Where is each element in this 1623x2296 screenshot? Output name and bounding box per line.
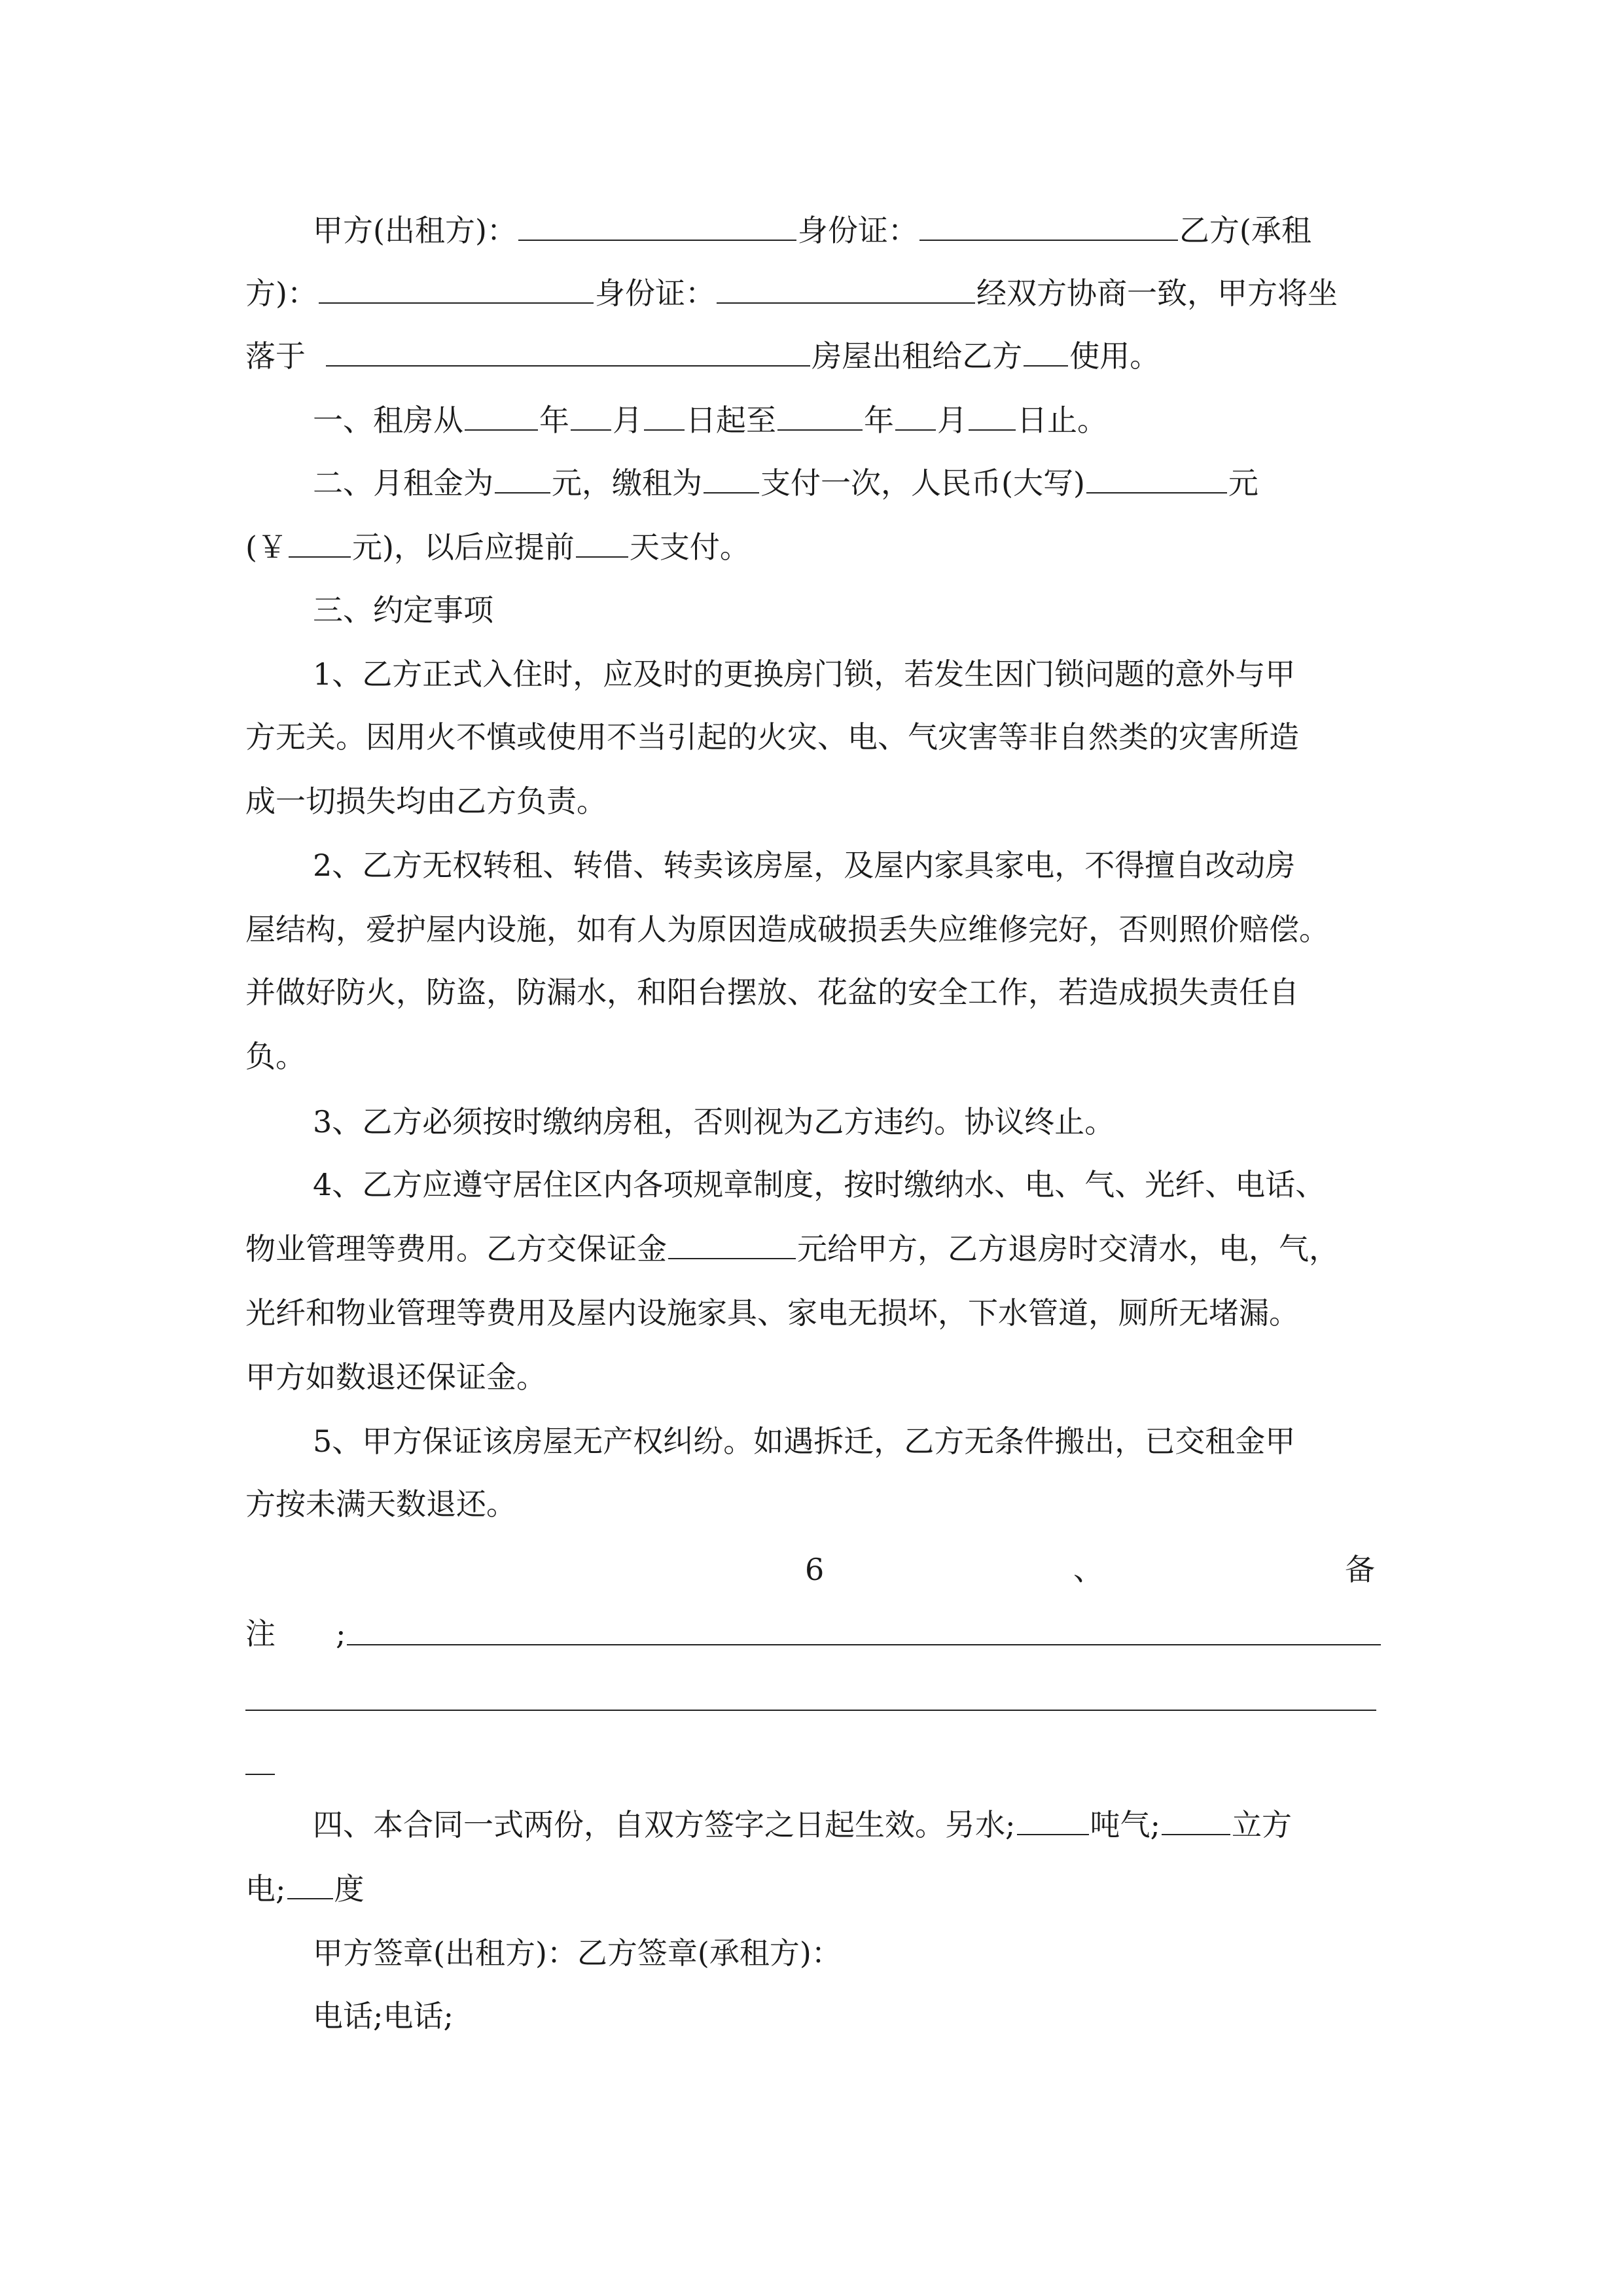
electricity-blank (287, 1872, 333, 1899)
gas-unit: 立方 (1232, 1807, 1292, 1842)
remarks-line-1 (347, 1644, 1381, 1645)
gas-blank (1162, 1808, 1230, 1835)
section-4-line-1 (245, 1805, 1448, 1844)
day-to-label: 日止。 (1017, 403, 1107, 438)
clause-4-line-4: 甲方如数退还保证金。 (245, 1359, 546, 1395)
clause-6-colon: ; (336, 1616, 346, 1651)
clause-5-line-2: 方按未满天数退还。 (245, 1486, 516, 1522)
start-day-blank (644, 403, 685, 431)
clause-2-line-2: 屋结构，爱护屋内设施，如有人为原因造成破损丢失应维修完好，否则照价赔偿。 (245, 912, 1329, 947)
clause-4-line-2 (245, 1229, 1381, 1268)
lessor-id-blank (919, 213, 1178, 241)
lessor-name-blank (518, 213, 796, 241)
end-day-blank (969, 403, 1016, 431)
clause-4-line-1: 4、乙方应遵守居住区内各项规章制度，按时缴纳水、电、气、光纤、电话、 (313, 1167, 1326, 1202)
clause-6-separator: 、 (1073, 1552, 1103, 1587)
lessee-label-end: 方)： (245, 276, 317, 311)
remarks-line-2 (245, 1710, 1376, 1711)
location-prefix: 落于 (245, 338, 306, 374)
lessee-id-label: 身份证： (594, 276, 715, 311)
end-month-blank (895, 403, 936, 431)
payment-text: 支付一次，人民币(大写) (760, 465, 1085, 501)
phone-line: 电话;电话; (313, 1998, 454, 2034)
year-label: 年 (539, 403, 569, 438)
month-label: 月 (613, 403, 643, 438)
rent-yuan-text: 元，缴租为 (552, 465, 702, 501)
advance-suffix: 天支付。 (629, 529, 750, 565)
lessee-id-blank (717, 276, 975, 304)
rmb-uppercase-blank (1086, 466, 1227, 493)
clause-6-label-end: 注 (245, 1616, 276, 1651)
clause-6-number: 6 (805, 1552, 825, 1587)
clause-6-label-start: 备 (1345, 1552, 1375, 1587)
rent-line-1 (245, 463, 1448, 503)
water-blank (1017, 1808, 1089, 1835)
rent-prefix: 二、月租金为 (313, 465, 493, 501)
clause-2-line-4: 负。 (245, 1039, 306, 1074)
deposit-suffix: 元给甲方，乙方退房时交清水，电，气， (797, 1231, 1339, 1266)
remarks-line-3 (245, 1774, 275, 1775)
monthly-rent-blank (495, 466, 550, 493)
yen-amount-blank (289, 530, 351, 558)
term-line (245, 401, 1448, 440)
rent-out-text: 房屋出租给乙方 (812, 338, 1023, 374)
clause-4-line-3: 光纤和物业管理等费用及屋内设施家具、家电无损坏，下水管道，厕所无堵漏。 (245, 1295, 1299, 1331)
lessor-label: 甲方(出租方)： (313, 213, 517, 248)
year-label-2: 年 (864, 403, 894, 438)
party-line-2 (245, 274, 1381, 313)
advance-text: 元)，以后应提前 (351, 529, 575, 565)
usage-text: 使用。 (1069, 338, 1160, 374)
section-4-prefix: 四、本合同一式两份，自双方签字之日起生效。另水; (313, 1807, 1016, 1842)
lessor-id-label: 身份证： (797, 213, 918, 248)
clause-5-line-1: 5、甲方保证该房屋无产权纠纷。如遇拆迁，乙方无条件搬出，已交租金甲 (313, 1424, 1296, 1459)
start-year-blank (465, 403, 538, 431)
payment-cycle-blank (704, 466, 759, 493)
yuan-label: 元 (1228, 465, 1258, 501)
clause-1-line-3: 成一切损失均由乙方负责。 (245, 783, 607, 819)
usage-blank (1024, 339, 1068, 367)
party-line-3 (245, 336, 1381, 376)
electricity-prefix: 电; (245, 1871, 286, 1907)
deposit-prefix: 物业管理等费用。乙方交保证金 (245, 1231, 667, 1266)
clause-2-line-3: 并做好防火，防盗，防漏水，和阳台摆放、花盆的安全工作，若造成损失责任自 (245, 975, 1299, 1010)
signature-line: 甲方签章(出租方)：乙方签章(承租方)： (313, 1935, 842, 1971)
end-year-blank (777, 403, 863, 431)
agreement-text: 经双方协商一致，甲方将坐 (976, 276, 1338, 311)
water-unit-gas: 吨气; (1090, 1807, 1160, 1842)
party-line-1 (245, 211, 1448, 250)
start-month-blank (571, 403, 611, 431)
address-blank (326, 339, 810, 367)
clause-3: 3、乙方必须按时缴纳房租，否则视为乙方违约。协议终止。 (313, 1104, 1115, 1139)
yen-prefix: (￥ (245, 529, 287, 565)
month-label-2: 月 (937, 403, 967, 438)
section-3-title: 三、约定事项 (313, 592, 493, 628)
lessee-name-blank (319, 276, 594, 304)
clause-1-line-1: 1、乙方正式入住时，应及时的更换房门锁，若发生因门锁问题的意外与甲 (313, 656, 1296, 692)
clause-2-line-1: 2、乙方无权转租、转借、转卖该房屋，及屋内家具家电，不得擅自改动房 (313, 848, 1296, 883)
advance-days-blank (576, 530, 628, 558)
clause-1-line-2: 方无关。因用火不慎或使用不当引起的火灾、电、气灾害等非自然类的灾害所造 (245, 719, 1299, 755)
rent-line-2 (245, 528, 1381, 567)
term-prefix: 一、租房从 (313, 403, 463, 438)
electricity-unit: 度 (334, 1871, 365, 1907)
section-4-line-2 (245, 1869, 1381, 1909)
day-from-label: 日起至 (686, 403, 776, 438)
lessee-label-start: 乙方(承租 (1179, 213, 1311, 248)
deposit-blank (668, 1232, 796, 1259)
